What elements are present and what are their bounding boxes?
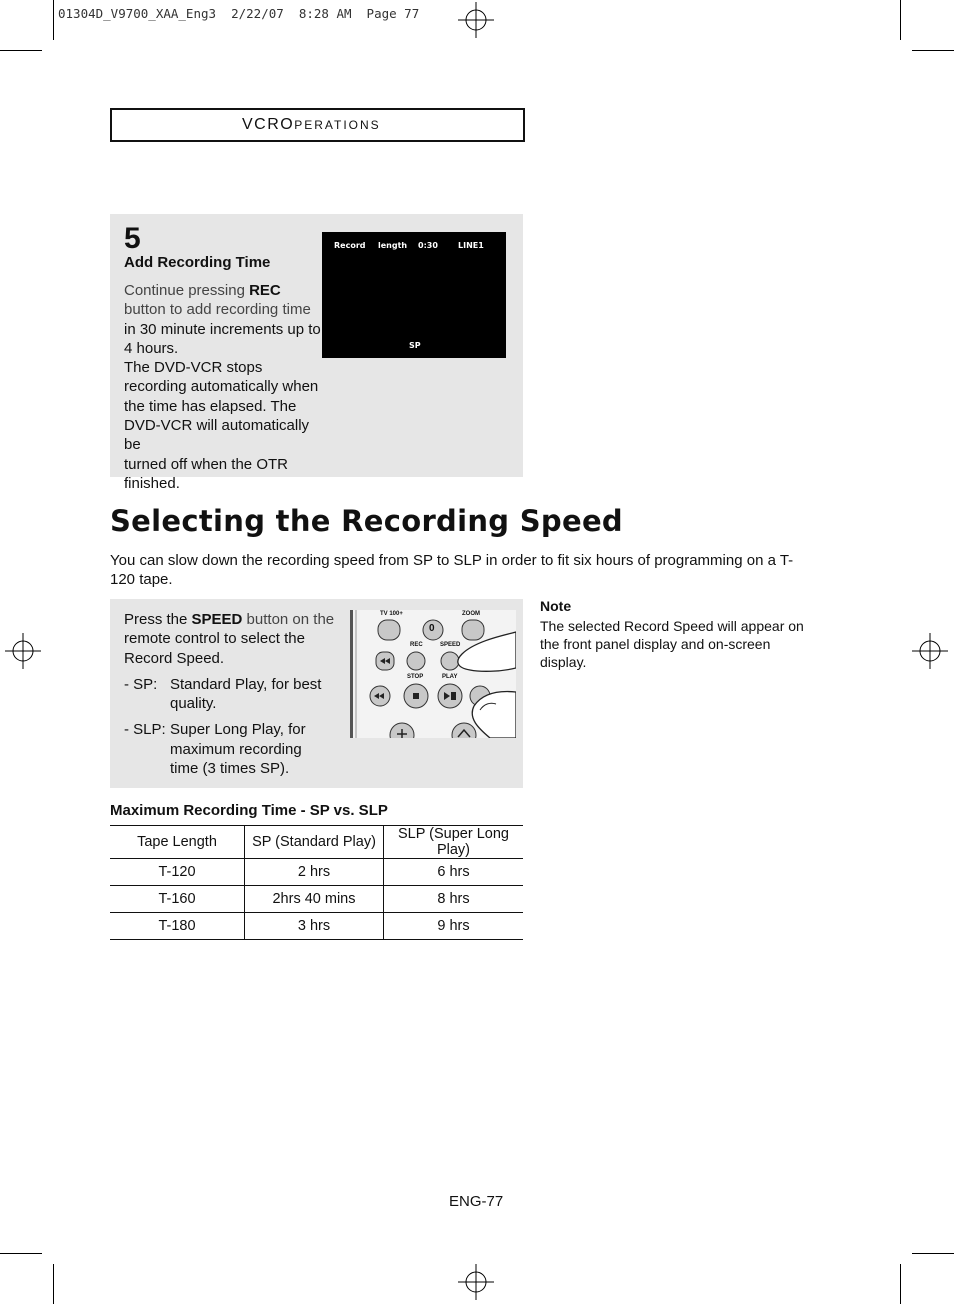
remote-control-illustration	[350, 610, 516, 738]
remote-zero-label: 0	[429, 623, 435, 634]
table-cell: 2hrs 40 mins	[245, 886, 384, 913]
page-title: Selecting the Recording Speed	[110, 504, 623, 538]
screen-length-label: length	[378, 241, 408, 250]
registration-mark-icon	[5, 633, 41, 669]
step-text: 4 hours.	[124, 339, 179, 357]
registration-mark-icon	[458, 2, 494, 38]
step-text: The DVD-VCR stops	[124, 359, 263, 377]
table-header: SLP (Super Long Play)	[384, 826, 524, 859]
table-cell: 6 hrs	[384, 859, 524, 886]
crop-mark	[0, 50, 42, 51]
table-cell: 3 hrs	[245, 913, 384, 940]
step-text: turned off when the OTR	[124, 455, 288, 473]
note-text: The selected Record Speed will appear on the front panel display and on-screen display.	[540, 618, 804, 670]
registration-mark-icon	[458, 1264, 494, 1300]
table-cell: 2 hrs	[245, 859, 384, 886]
intro-paragraph: You can slow down the recording speed from SP to SLP in order to fit six hours of programming on a T-120 tape.	[110, 552, 794, 588]
table-cell: T-120	[110, 859, 245, 886]
crop-mark	[53, 1264, 54, 1304]
screen-speed-label: SP	[409, 341, 421, 350]
table-header: SP (Standard Play)	[245, 826, 384, 859]
step-text: button to add recording time	[124, 301, 311, 319]
step-5-description	[124, 281, 329, 493]
crop-mark	[912, 1253, 954, 1254]
table-title: Maximum Recording Time - SP vs. SLP	[110, 802, 388, 819]
remote-rec-label: REC	[410, 642, 423, 648]
remote-play-label: PLAY	[442, 674, 458, 680]
table-header: Tape Length	[110, 826, 245, 859]
crop-mark	[0, 1253, 42, 1254]
table-row	[110, 913, 523, 940]
crop-mark	[912, 50, 954, 51]
step-text: finished.	[124, 474, 180, 492]
screen-time-value: 0:30	[418, 241, 438, 250]
table-cell: 8 hrs	[384, 886, 524, 913]
recording-time-table	[110, 825, 523, 940]
section-header	[110, 108, 525, 142]
table-cell: T-160	[110, 886, 245, 913]
step-text: in 30 minute increments up to	[124, 320, 321, 338]
slp-description: maximum recording	[170, 740, 302, 758]
step-title: Add Recording Time	[124, 254, 271, 271]
screen-source-label: LINE1	[458, 241, 484, 250]
speed-text: Record Speed.	[124, 649, 225, 667]
speed-text: button on the	[242, 611, 335, 628]
sp-description: quality.	[170, 695, 217, 713]
step-number: 5	[124, 222, 141, 255]
sp-label: - SP:	[124, 675, 158, 693]
page-number: ENG-77	[449, 1193, 504, 1210]
section-header-first: VCR	[242, 116, 281, 133]
speed-text: Press the	[124, 611, 192, 628]
note-title: Note	[540, 598, 572, 614]
registration-mark-icon	[912, 633, 948, 669]
speed-keyword: SPEED	[191, 611, 243, 628]
table-cell: 9 hrs	[384, 913, 524, 940]
section-header-rest: PERATIONS	[294, 118, 381, 132]
tv-screen-display	[322, 232, 506, 358]
table-header-row	[110, 826, 523, 859]
step-text: recording automatically when	[124, 378, 319, 396]
table-row	[110, 859, 523, 886]
crop-mark	[900, 1264, 901, 1304]
crop-mark	[900, 0, 901, 40]
screen-record-label: Record	[334, 241, 366, 250]
sp-description: Standard Play, for best	[170, 675, 322, 693]
crop-mark	[53, 0, 54, 40]
table-cell: T-180	[110, 913, 245, 940]
slp-label: - SLP:	[124, 721, 166, 739]
remote-tv-label: TV 100+	[380, 611, 403, 617]
step-text: the time has elapsed. The	[124, 397, 297, 415]
rec-keyword: REC	[249, 282, 281, 299]
remote-zoom-label: ZOOM	[462, 611, 480, 617]
step-text: DVD-VCR will automatically be	[124, 417, 310, 454]
speed-instructions	[124, 610, 339, 778]
slp-description: Super Long Play, for	[170, 721, 306, 739]
section-header-cap: O	[280, 116, 295, 133]
print-header: 01304D_V9700_XAA_Eng3 2/22/07 8:28 AM Page 77	[58, 6, 420, 21]
table-row	[110, 886, 523, 913]
speed-text: remote control to select the	[124, 630, 305, 648]
remote-speed-label: SPEED	[440, 642, 461, 648]
step-text: Continue pressing	[124, 282, 250, 299]
slp-description: time (3 times SP).	[170, 760, 290, 778]
remote-stop-label: STOP	[407, 674, 424, 680]
